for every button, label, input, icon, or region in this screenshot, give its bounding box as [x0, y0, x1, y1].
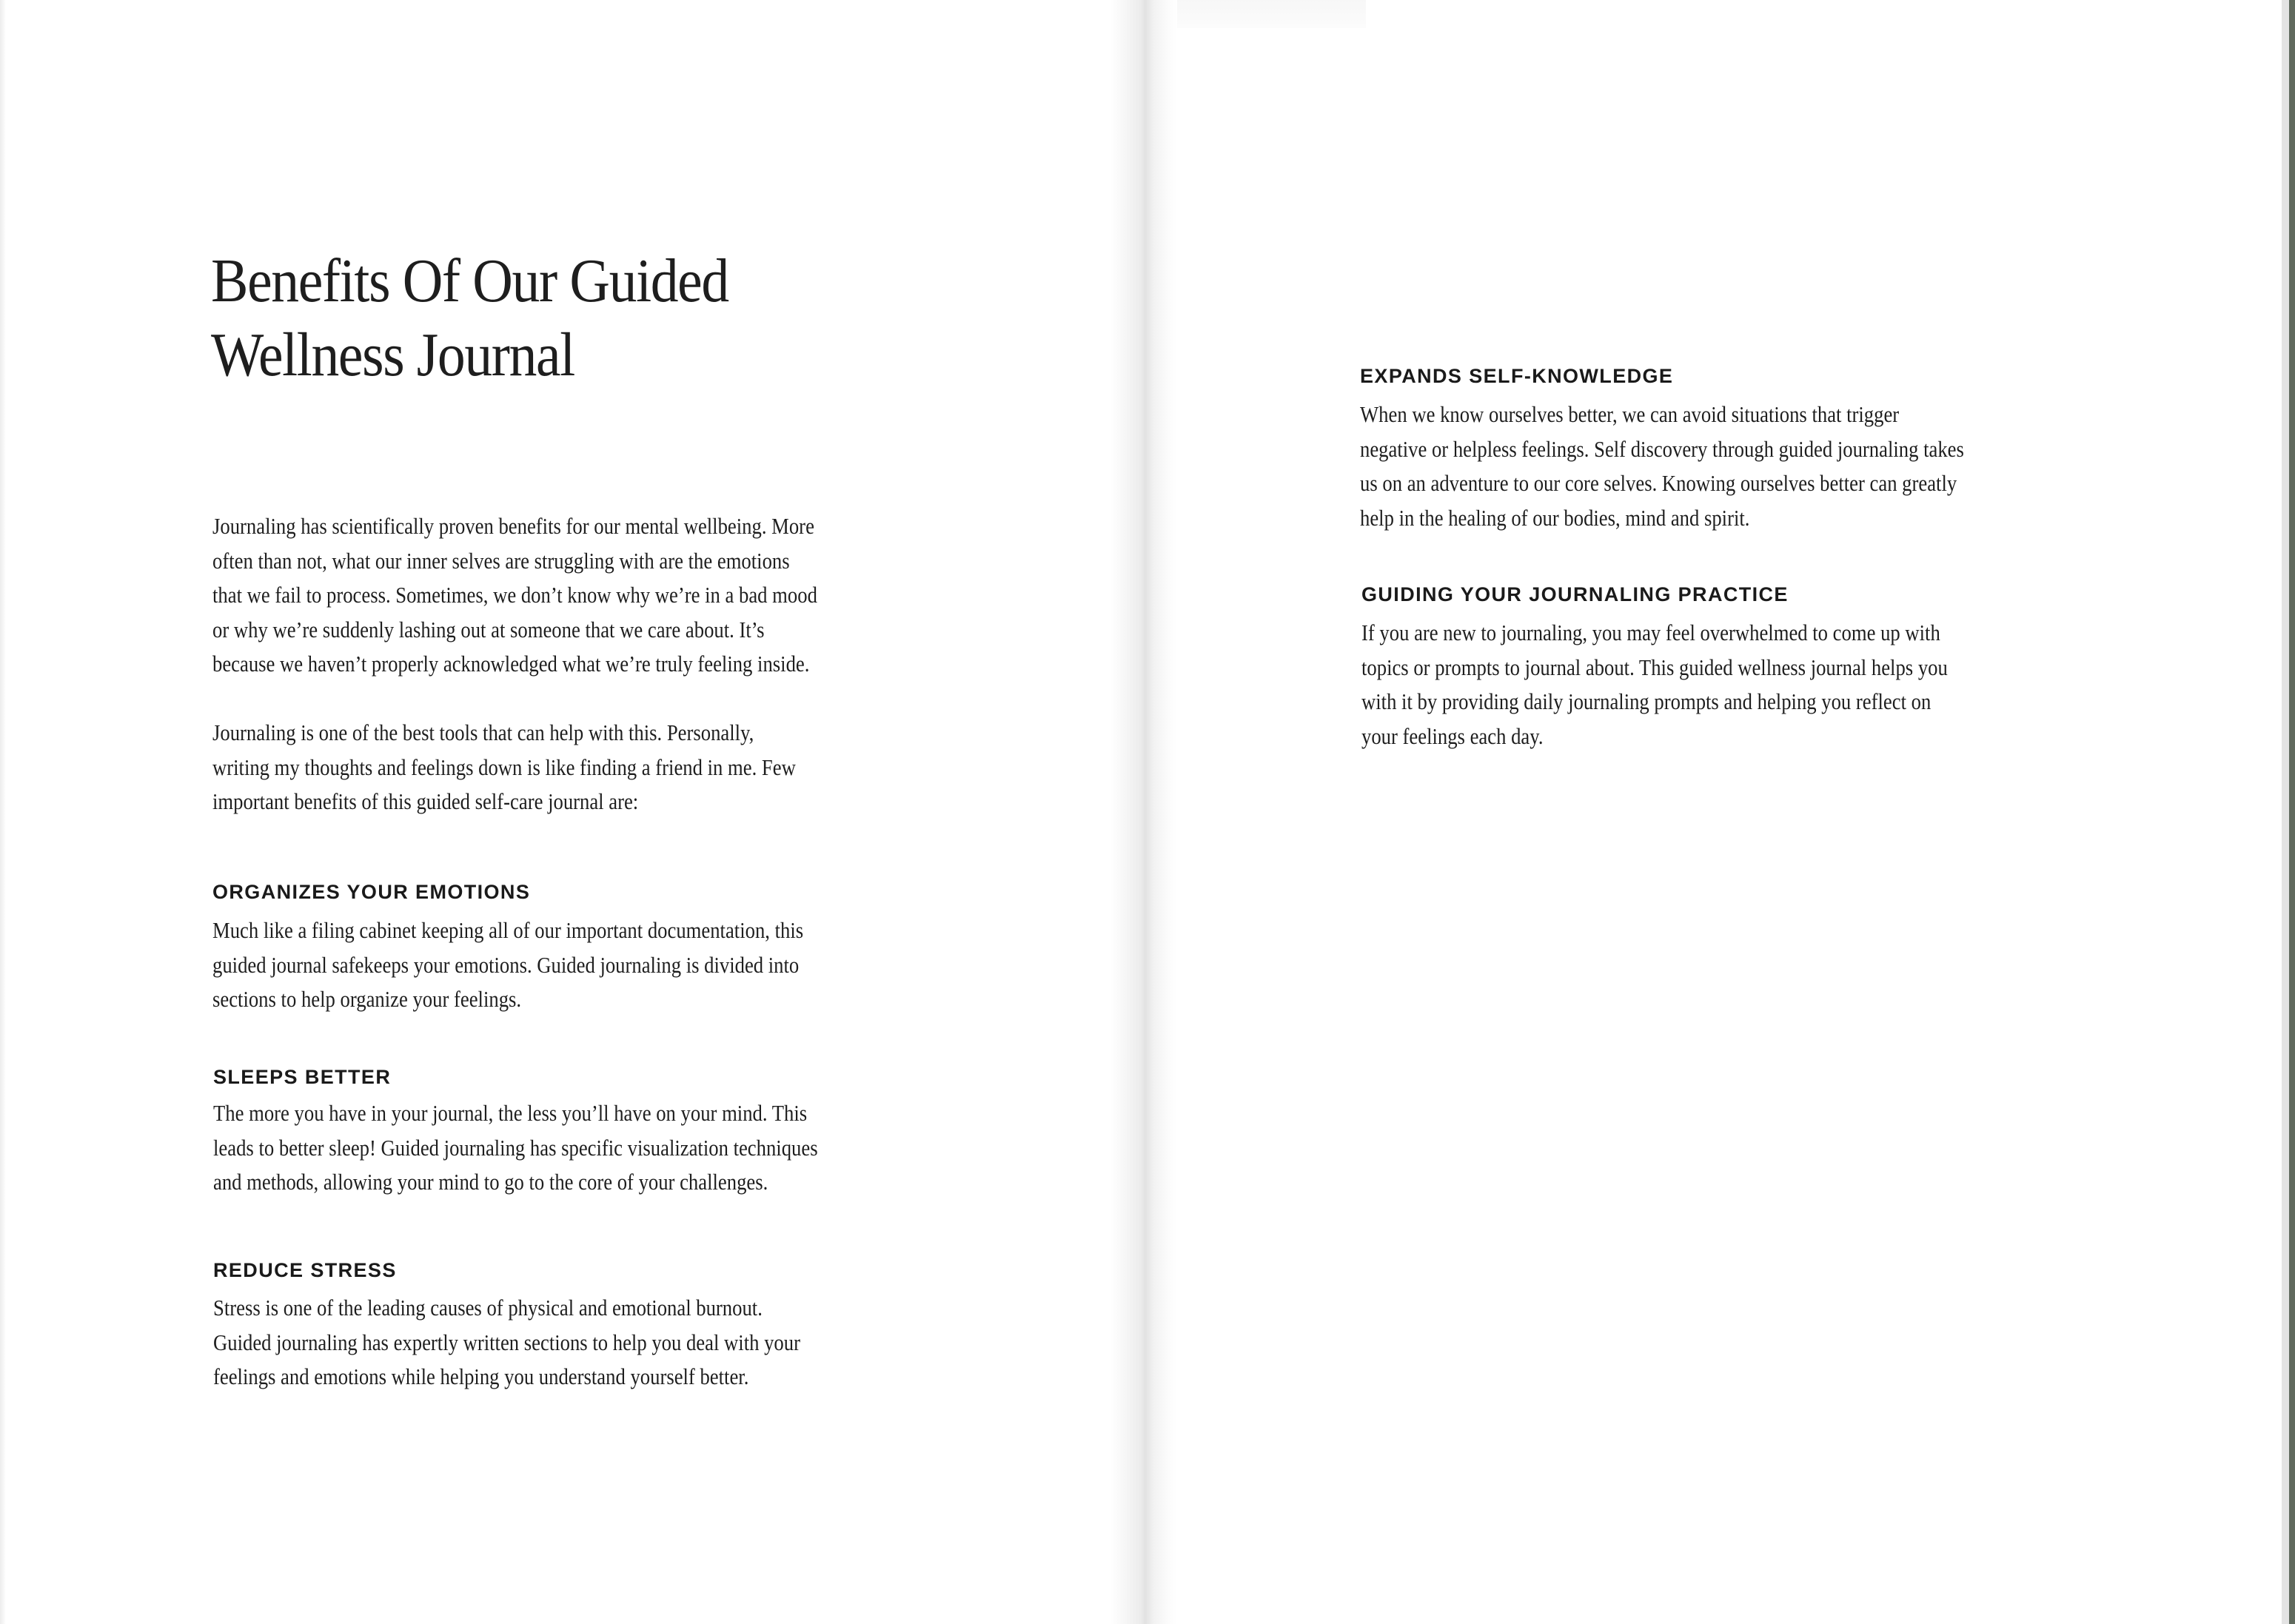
text-line: The more you have in your journal, the less you’ll have on your mind. This	[213, 1100, 808, 1126]
section-body	[212, 913, 899, 1017]
background-edge	[2289, 0, 2295, 1624]
section-heading: GUIDING YOUR JOURNALING PRACTICE	[1361, 583, 1789, 605]
section-body	[213, 1291, 896, 1395]
section-heading: ORGANIZES YOUR EMOTIONS	[212, 881, 531, 903]
text-line: help in the healing of our bodies, mind and spirit.	[1360, 504, 1750, 531]
text-line: topics or prompts to journal about. This guided wellness journal helps you	[1361, 654, 1948, 680]
text-line: important benefits of this guided self-care journal are:	[212, 788, 639, 814]
section-heading: EXPANDS SELF-KNOWLEDGE	[1360, 365, 1674, 387]
right-page-edge	[2282, 0, 2289, 1624]
section-heading: REDUCE STRESS	[213, 1259, 397, 1281]
text-line: or why we’re suddenly lashing out at someone that we care about. It’s	[212, 616, 765, 642]
text-line: Journaling has scientifically proven benefits for our mental wellbeing. More	[212, 513, 814, 539]
left-page-edge	[0, 0, 6, 1624]
text-line: feelings and emotions while helping you understand yourself better.	[213, 1363, 749, 1389]
text-line: negative or helpless feelings. Self discovery through guided journaling takes	[1360, 435, 1964, 462]
text-line: leads to better sleep! Guided journaling has specific visualization techniques	[213, 1134, 818, 1161]
right-page	[1174, 28, 2280, 1624]
text-line: sections to help organize your feelings.	[212, 986, 522, 1012]
text-line: When we know ourselves better, we can avoid situations that trigger	[1360, 401, 1900, 427]
text-line: us on an adventure to our core selves. Knowing ourselves better can greatly	[1360, 470, 1957, 496]
text-line: Journaling is one of the best tools that can help with this. Personally,	[212, 719, 754, 745]
text-line: because we haven’t properly acknowledged what we’re truly feeling inside.	[212, 651, 810, 677]
book-gutter	[1110, 0, 1177, 1624]
text-line: your feelings each day.	[1361, 722, 1544, 749]
text-line: If you are new to journaling, you may feel overwhelmed to come up with	[1361, 620, 1940, 645]
text-line: Guided journaling has expertly written sections to help you deal with your	[213, 1329, 800, 1355]
title-line: Benefits Of Our Guided	[211, 246, 728, 315]
page-top-edge	[1173, 0, 1366, 28]
page-title	[211, 244, 944, 392]
text-line: often than not, what our inner selves are struggling with are the emotions	[212, 547, 790, 574]
text-line: guided journal safekeeps your emotions. Guided journaling is divided into	[212, 951, 800, 978]
section-heading: SLEEPS BETTER	[213, 1066, 392, 1088]
section-body	[213, 1096, 917, 1200]
text-line: that we fail to process. Sometimes, we don’t know why we’re in a bad mood	[212, 582, 817, 608]
text-line: Stress is one of the leading causes of physical and emotional burnout.	[213, 1295, 763, 1321]
section-body	[1360, 397, 2063, 535]
text-line: with it by providing daily journaling prompts and helping you reflect on	[1361, 688, 1932, 714]
section-body	[1361, 616, 2043, 754]
text-line: Much like a filing cabinet keeping all of our important documentation, this	[212, 917, 804, 943]
intro-paragraph	[212, 509, 916, 682]
text-line: writing my thoughts and feelings down is like finding a friend in me. Few	[212, 754, 796, 780]
title-line: Wellness Journal	[211, 321, 574, 389]
text-line: and methods, allowing your mind to go to the core of your challenges.	[213, 1169, 768, 1195]
intro-paragraph	[212, 716, 891, 819]
